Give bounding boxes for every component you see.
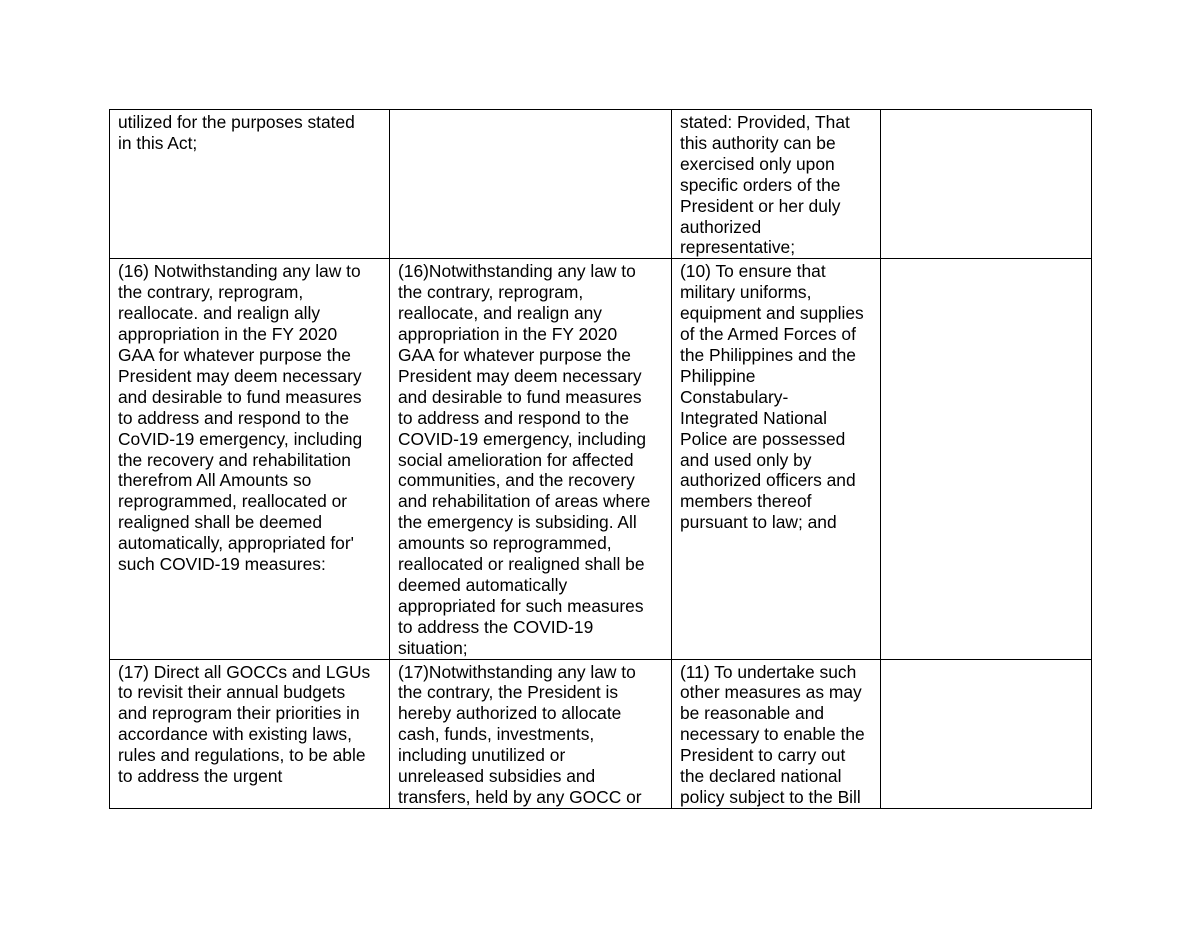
table-cell [390,110,672,259]
table-cell [881,110,1092,259]
table-row [110,259,1092,659]
table-cell: (17) Direct all GOCCs and LGUs to revisit their annual budgets and reprogram their priorities in accordance with existing laws, rules and regulations, to be able to address the urgent [110,659,390,808]
comparison-table [109,109,1092,809]
table-cell: (17)Notwithstanding any law to the contrary, the President is hereby authorized to allocate cash, funds, investments, including unutilized or unreleased subsidies and transfers, held by any GOCC or [390,659,672,808]
table-cell: (10) To ensure that military uniforms, equipment and supplies of the Armed Forces of the Philippines and the Philippine Constabulary- Integrated National Police are possessed and used only by authorized officers and members thereof pursuant to law; and [672,259,881,659]
table-row [110,659,1092,808]
table-cell [881,659,1092,808]
table-cell: (11) To undertake such other measures as may be reasonable and necessary to enable the President to carry out the declared national policy subject to the Bill [672,659,881,808]
table-cell: (16)Notwithstanding any law to the contrary, reprogram, reallocate, and realign any appropriation in the FY 2020 GAA for whatever purpose the President may deem necessary and desirable to fund measures to address and respond to the COVID-19 emergency, including social amelioration for affected communities, and the recovery and rehabilitation of areas where the emergency is subsiding. All amounts so reprogrammed, reallocated or realigned shall be deemed automatically appropriated for such measures to address the COVID-19 situation; [390,259,672,659]
table-cell: utilized for the purposes stated in this Act; [110,110,390,259]
table-cell [881,259,1092,659]
table-cell: stated: Provided, That this authority can be exercised only upon specific orders of the President or her duly authorized representative; [672,110,881,259]
table-cell: (16) Notwithstanding any law to the contrary, reprogram, reallocate. and realign ally appropriation in the FY 2020 GAA for whatever purpose the President may deem necessary and desirable to fund measures to address and respond to the CoVID-19 emergency, including the recovery and rehabilitation therefrom All Amounts so reprogrammed, reallocated or realigned shall be deemed automatically, appropriated for' such COVID-19 measures: [110,259,390,659]
table-row [110,110,1092,259]
